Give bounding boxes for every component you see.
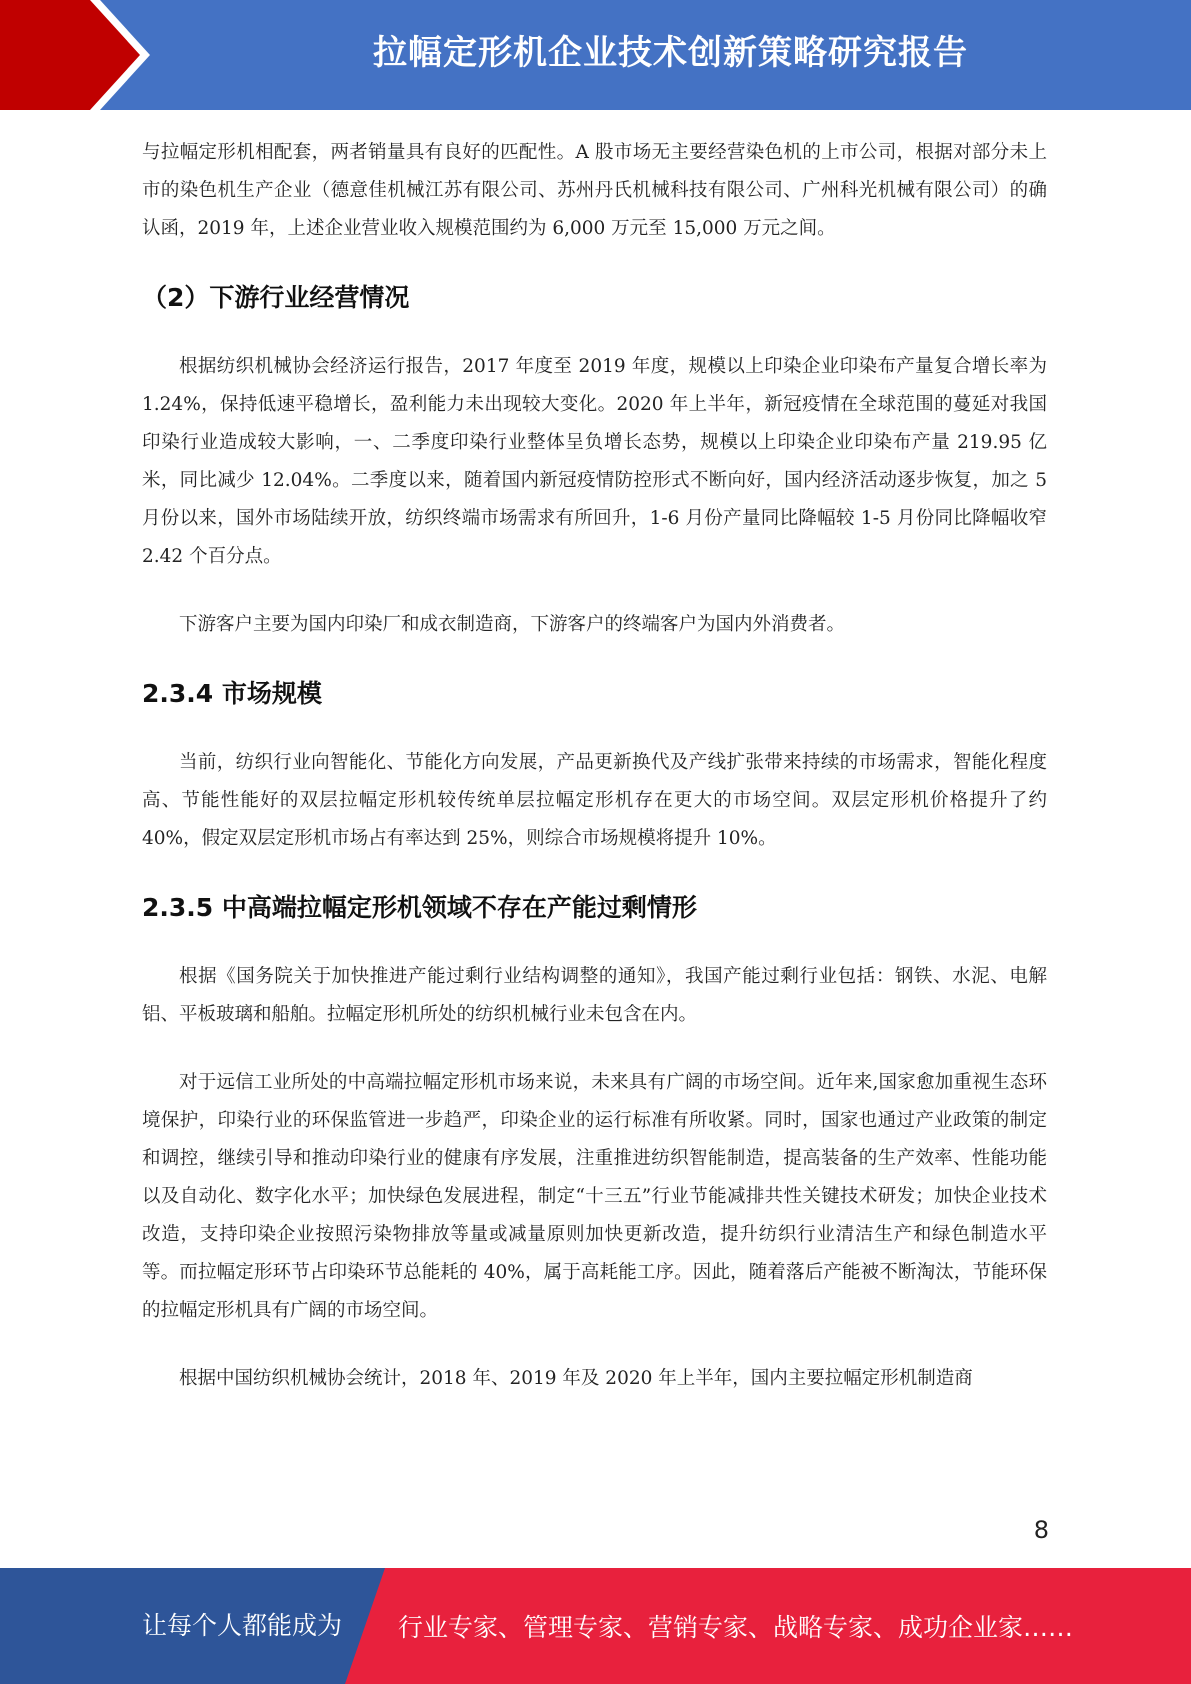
footer-slogan-left: 让每个人都能成为 <box>142 1611 343 1640</box>
page-footer <box>0 1568 1191 1684</box>
report-title: 拉幅定形机企业技术创新策略研究报告 <box>373 33 968 73</box>
paragraph-overcapacity-policy: 根据《国务院关于加快推进产能过剩行业结构调整的通知》，我国产能过剩行业包括：钢铁、水泥、电解铝、平板玻璃和船舶。拉幅定形机所处的纺织机械行业未包含在内。 <box>142 966 1047 1025</box>
paragraph-market-size: 当前，纺织行业向智能化、节能化方向发展，产品更新换代及产线扩张带来持续的市场需求，智能化程度高、节能性能好的双层拉幅定形机较传统单层拉幅定形机存在更大的市场空间。双层定形机价格提升了约 40%，假定双层定形机市场占有率达到 25%，则综合市场规模将提升 10%。 <box>142 752 1047 849</box>
section-heading-downstream: （2）下游行业经营情况 <box>142 283 410 312</box>
paragraph-manufacturers-statistics: 根据中国纺织机械协会统计，2018 年、2019 年及 2020 年上半年，国内主要拉幅定形机制造商 <box>179 1368 973 1389</box>
section-heading-no-overcapacity: 2.3.5 中高端拉幅定形机领域不存在产能过剩情形 <box>142 893 697 922</box>
paragraph-dyeing-machine-market: 与拉幅定形机相配套，两者销量具有良好的匹配性。A 股市场无主要经营染色机的上市公司，根据对部分未上市的染色机生产企业（德意佳机械江苏有限公司、苏州丹氏机械科技有限公司、广州科光机械有限公司）的确认函，2019 年，上述企业营业收入规模范围约为 6,000 万元至 15,000 万元之间。 <box>142 142 1047 239</box>
page-header <box>0 0 1191 110</box>
paragraph-market-prospects: 对于远信工业所处的中高端拉幅定形机市场来说，未来具有广阔的市场空间。近年来,国家愈加重视生态环境保护，印染行业的环保监管进一步趋严，印染企业的运行标准有所收紧。同时，国家也通过产业政策的制定和调控，继续引导和推动印染行业的健康有序发展，注重推进纺织智能制造，提高装备的生产效率、性能功能以及自动化、数字化水平；加快绿色发展进程，制定“十三五”行业节能减排共性关键技术研发；加快企业技术改造，支持印染企业按照污染物排放等量或减量原则加快更新改造，提升纺织行业清洁生产和绿色制造水平等。而拉幅定形环节占印染环节总能耗的 40%，属于高耗能工序。因此，随着落后产能被不断淘汰，节能环保的拉幅定形机具有广阔的市场空间。 <box>142 1072 1047 1321</box>
footer-slogan-right: 行业专家、管理专家、营销专家、战略专家、成功企业家…… <box>398 1613 1074 1642</box>
section-heading-market-size: 2.3.4 市场规模 <box>142 679 322 708</box>
paragraph-downstream-customers: 下游客户主要为国内印染厂和成衣制造商，下游客户的终端客户为国内外消费者。 <box>179 614 846 635</box>
page-body <box>142 134 1047 1398</box>
paragraph-downstream-operations: 根据纺织机械协会经济运行报告，2017 年度至 2019 年度，规模以上印染企业印染布产量复合增长率为 1.24%，保持低速平稳增长，盈利能力未出现较大变化。2020 年上半年，新冠疫情在全球范围的蔓延对我国印染行业造成较大影响，一、二季度印染行业整体呈负增长态势，规模以上印染企业印染布产量 219.95 亿米，同比减少 12.04%。二季度以来，随着国内新冠疫情防控形式不断向好，国内经济活动逐步恢复，加之 5 月份以来，国外市场陆续开放，纺织终端市场需求有所回升，1-6 月份产量同比降幅较 1-5 月份同比降幅收窄 2.42 个百分点。 <box>142 356 1047 567</box>
page-number: 8 <box>1033 1516 1049 1544</box>
